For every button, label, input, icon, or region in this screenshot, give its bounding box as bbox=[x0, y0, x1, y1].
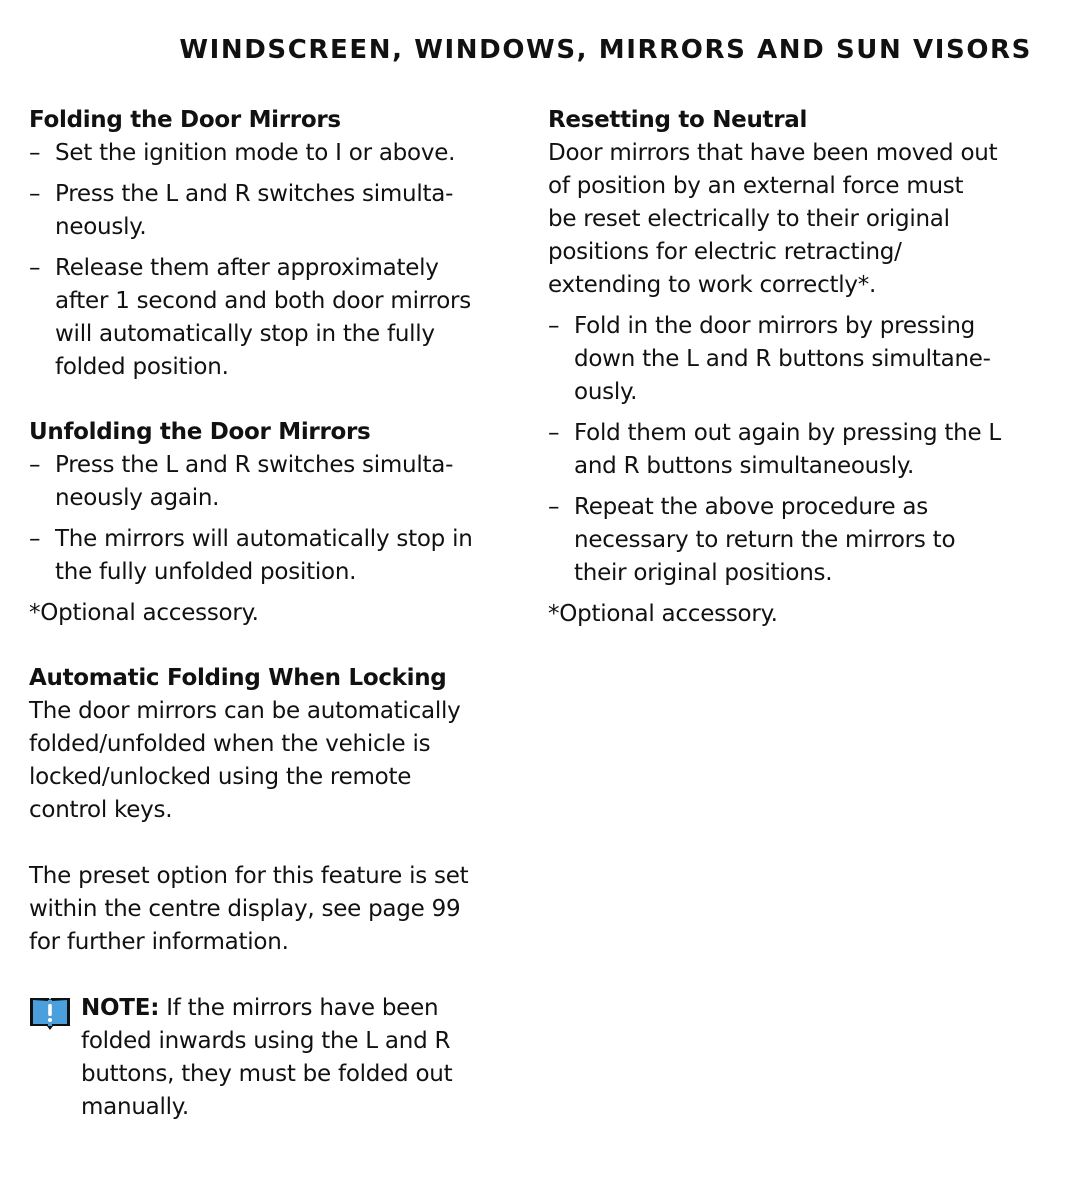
text-line: positions for electric retracting/ bbox=[548, 239, 902, 265]
text-line: locked/unlocked using the remote bbox=[29, 764, 412, 790]
text-line: folded position. bbox=[55, 354, 229, 380]
list-item bbox=[29, 449, 529, 515]
text-line: manually. bbox=[81, 1094, 189, 1120]
text-line: be reset electrically to their original bbox=[548, 206, 950, 232]
text-line: Set the ignition mode to I or above. bbox=[55, 140, 456, 166]
list-item bbox=[29, 137, 529, 170]
text-line: neously. bbox=[55, 214, 147, 240]
text-line: control keys. bbox=[29, 797, 173, 823]
dash-bullet: – bbox=[548, 313, 560, 339]
section-heading: Automatic Folding When Locking bbox=[29, 665, 447, 691]
left-column bbox=[29, 104, 529, 1124]
section-automatic-folding bbox=[29, 662, 529, 959]
text-line: The mirrors will automatically stop in bbox=[55, 526, 473, 552]
text-line: Press the L and R switches simulta- bbox=[55, 181, 454, 207]
note-box bbox=[29, 992, 529, 1124]
text-line: Release them after approximately bbox=[55, 255, 439, 281]
text-line: Repeat the above procedure as bbox=[574, 494, 929, 520]
text-line: their original positions. bbox=[574, 560, 833, 586]
dash-bullet: – bbox=[29, 452, 41, 478]
dash-bullet: – bbox=[29, 526, 41, 552]
section-resetting bbox=[548, 104, 1048, 631]
note-label: NOTE: bbox=[81, 995, 160, 1021]
paragraph bbox=[548, 137, 1048, 302]
text-line: Door mirrors that have been moved out bbox=[548, 140, 998, 166]
text-line: for further information. bbox=[29, 929, 289, 955]
list-item bbox=[29, 252, 529, 384]
text-line: ously. bbox=[574, 379, 638, 405]
text-line: the fully unfolded position. bbox=[55, 559, 357, 585]
text-line: within the centre display, see page 99 bbox=[29, 896, 461, 922]
list-item bbox=[29, 178, 529, 244]
text-line: folded inwards using the L and R bbox=[81, 1028, 451, 1054]
text-line: neously again. bbox=[55, 485, 220, 511]
note-first-line bbox=[81, 992, 529, 1025]
footnote: *Optional accessory. bbox=[29, 600, 259, 626]
footnote: *Optional accessory. bbox=[548, 601, 778, 627]
text-line: and R buttons simultaneously. bbox=[574, 453, 915, 479]
text-line: extending to work correctly*. bbox=[548, 272, 877, 298]
text-line: necessary to return the mirrors to bbox=[574, 527, 956, 553]
section-folding bbox=[29, 104, 529, 384]
section-heading: Folding the Door Mirrors bbox=[29, 107, 341, 133]
text-line: The preset option for this feature is set bbox=[29, 863, 469, 889]
note-text: If the mirrors have been bbox=[159, 995, 439, 1021]
section-heading: Unfolding the Door Mirrors bbox=[29, 419, 371, 445]
text-line: The door mirrors can be automatically bbox=[29, 698, 461, 724]
note-book-icon bbox=[29, 995, 71, 1031]
dash-bullet: – bbox=[548, 494, 560, 520]
list-item bbox=[548, 417, 1048, 483]
text-line: after 1 second and both door mirrors bbox=[55, 288, 471, 314]
section-unfolding bbox=[29, 416, 529, 630]
paragraph bbox=[29, 860, 529, 959]
dash-bullet: – bbox=[29, 181, 41, 207]
list-item bbox=[29, 523, 529, 589]
text-line: Fold them out again by pressing the L bbox=[574, 420, 1001, 446]
section-heading: Resetting to Neutral bbox=[548, 107, 808, 133]
dash-bullet: – bbox=[548, 420, 560, 446]
text-line: of position by an external force must bbox=[548, 173, 964, 199]
page-header-title: WINDSCREEN, WINDOWS, MIRRORS AND SUN VISORS bbox=[179, 35, 1032, 65]
text-line: Fold in the door mirrors by pressing bbox=[574, 313, 976, 339]
text-line: buttons, they must be folded out bbox=[81, 1061, 453, 1087]
text-line: Press the L and R switches simulta- bbox=[55, 452, 454, 478]
dash-bullet: – bbox=[29, 140, 41, 166]
dash-bullet: – bbox=[29, 255, 41, 281]
text-line: will automatically stop in the fully bbox=[55, 321, 435, 347]
paragraph bbox=[29, 695, 529, 827]
list-item bbox=[548, 310, 1048, 409]
text-line: folded/unfolded when the vehicle is bbox=[29, 731, 431, 757]
right-column bbox=[548, 104, 1048, 663]
list-item bbox=[548, 491, 1048, 590]
text-line: down the L and R buttons simultane- bbox=[574, 346, 991, 372]
